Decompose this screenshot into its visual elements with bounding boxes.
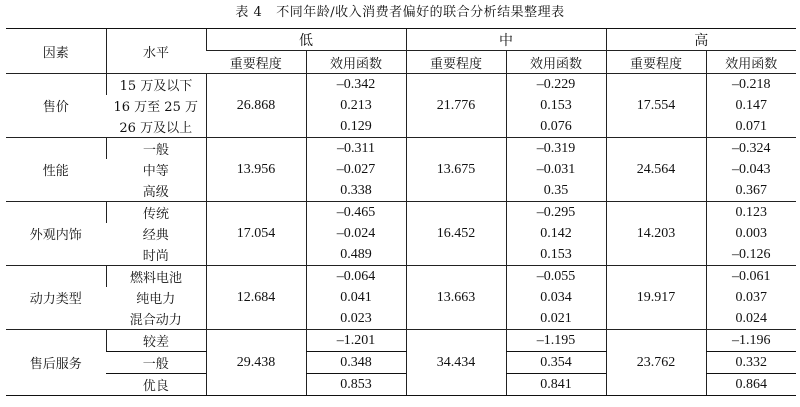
utility-value-low: –0.027 <box>306 159 406 180</box>
utility-value-high: 0.147 <box>706 95 796 116</box>
joint-analysis-table <box>6 28 796 396</box>
importance-value-mid: 21.776 <box>406 74 506 138</box>
level-name: 混合动力 <box>129 313 182 328</box>
utility-value-high: –0.324 <box>706 138 796 160</box>
header-utility-mid: 效用函数 <box>506 51 606 74</box>
importance-value-mid: 16.452 <box>406 202 506 266</box>
utility-value-low: 0.489 <box>306 244 406 266</box>
utility-value-high: 0.367 <box>706 180 796 202</box>
header-importance-low: 重要程度 <box>206 51 306 74</box>
importance-value-low: 29.438 <box>206 330 306 396</box>
utility-value-low: 0.129 <box>306 116 406 138</box>
utility-value-high: –0.061 <box>706 266 796 288</box>
utility-value-high: –0.043 <box>706 159 796 180</box>
level-name: 16 万至 25 万 <box>113 100 198 115</box>
utility-value-mid: –0.031 <box>506 159 606 180</box>
utility-value-high: 0.864 <box>706 374 796 396</box>
importance-value-high: 17.554 <box>606 74 706 138</box>
utility-value-low: 0.853 <box>306 374 406 396</box>
utility-value-low: –0.024 <box>306 223 406 244</box>
level-name: 优良 <box>106 374 206 396</box>
importance-value-mid: 34.434 <box>406 330 506 396</box>
level-name: 传统 <box>106 202 206 224</box>
importance-value-low: 17.054 <box>206 202 306 266</box>
utility-value-low: 0.041 <box>306 287 406 308</box>
table-row <box>6 138 796 160</box>
importance-value-high: 23.762 <box>606 330 706 396</box>
level-name: 纯电力 <box>136 292 176 307</box>
importance-value-low: 12.684 <box>206 266 306 330</box>
utility-value-mid: 0.354 <box>506 352 606 374</box>
utility-value-low: –1.201 <box>306 330 406 352</box>
importance-value-low: 26.868 <box>206 74 306 138</box>
utility-value-high: 0.024 <box>706 308 796 330</box>
level-name: 15 万及以下 <box>106 74 206 96</box>
header-row-groups <box>6 29 796 51</box>
utility-value-mid: 0.034 <box>506 287 606 308</box>
table-row <box>6 202 796 224</box>
table-row <box>6 74 796 96</box>
header-utility-high: 效用函数 <box>706 51 796 74</box>
table-caption <box>0 0 800 26</box>
utility-value-low: 0.023 <box>306 308 406 330</box>
importance-value-low: 13.956 <box>206 138 306 202</box>
importance-value-high: 24.564 <box>606 138 706 202</box>
importance-value-mid: 13.663 <box>406 266 506 330</box>
utility-value-mid: 0.021 <box>506 308 606 330</box>
importance-value-high: 14.203 <box>606 202 706 266</box>
level-name: 中等 <box>142 164 169 179</box>
utility-value-low: –0.342 <box>306 74 406 96</box>
table-row <box>6 330 796 352</box>
factor-name: 动力类型 <box>6 266 106 330</box>
header-level: 水平 <box>106 29 206 74</box>
utility-value-mid: 0.153 <box>506 95 606 116</box>
level-name: 经典 <box>142 228 169 243</box>
level-name: 一般 <box>106 138 206 160</box>
utility-value-high: 0.123 <box>706 202 796 224</box>
header-factor: 因素 <box>6 29 106 74</box>
utility-value-high: –1.196 <box>706 330 796 352</box>
level-name: 时尚 <box>142 249 169 264</box>
utility-value-high: –0.218 <box>706 74 796 96</box>
header-importance-mid: 重要程度 <box>406 51 506 74</box>
utility-value-mid: 0.841 <box>506 374 606 396</box>
utility-value-high: 0.037 <box>706 287 796 308</box>
factor-name: 外观内饰 <box>6 202 106 266</box>
factor-name: 售价 <box>6 74 106 138</box>
utility-value-mid: 0.35 <box>506 180 606 202</box>
utility-value-mid: –1.195 <box>506 330 606 352</box>
level-name: 较差 <box>106 330 206 352</box>
header-group-low: 低 <box>206 29 406 51</box>
utility-value-low: 0.338 <box>306 180 406 202</box>
utility-value-low: –0.064 <box>306 266 406 288</box>
header-group-high: 高 <box>606 29 796 51</box>
factor-name: 售后服务 <box>6 330 106 396</box>
factor-name: 性能 <box>6 138 106 202</box>
level-name: 燃料电池 <box>106 266 206 288</box>
utility-value-mid: –0.295 <box>506 202 606 224</box>
header-group-mid: 中 <box>406 29 606 51</box>
caption-title: 不同年龄/收入消费者偏好的联合分析结果整理表 <box>276 5 565 20</box>
table-row <box>6 266 796 288</box>
utility-value-mid: 0.076 <box>506 116 606 138</box>
caption-label: 表 4 <box>235 5 263 20</box>
importance-value-high: 19.917 <box>606 266 706 330</box>
importance-value-mid: 13.675 <box>406 138 506 202</box>
utility-value-high: 0.071 <box>706 116 796 138</box>
utility-value-low: 0.213 <box>306 95 406 116</box>
utility-value-low: –0.311 <box>306 138 406 160</box>
utility-value-high: 0.003 <box>706 223 796 244</box>
level-name: 高级 <box>142 185 169 200</box>
utility-value-mid: –0.229 <box>506 74 606 96</box>
utility-value-low: –0.465 <box>306 202 406 224</box>
level-name: 26 万及以上 <box>119 121 193 136</box>
header-utility-low: 效用函数 <box>306 51 406 74</box>
utility-value-mid: 0.153 <box>506 244 606 266</box>
utility-value-mid: 0.142 <box>506 223 606 244</box>
utility-value-low: 0.348 <box>306 352 406 374</box>
utility-value-mid: –0.319 <box>506 138 606 160</box>
level-name: 一般 <box>106 352 206 374</box>
utility-value-high: –0.126 <box>706 244 796 266</box>
utility-value-high: 0.332 <box>706 352 796 374</box>
utility-value-mid: –0.055 <box>506 266 606 288</box>
header-importance-high: 重要程度 <box>606 51 706 74</box>
table-body <box>6 74 796 396</box>
